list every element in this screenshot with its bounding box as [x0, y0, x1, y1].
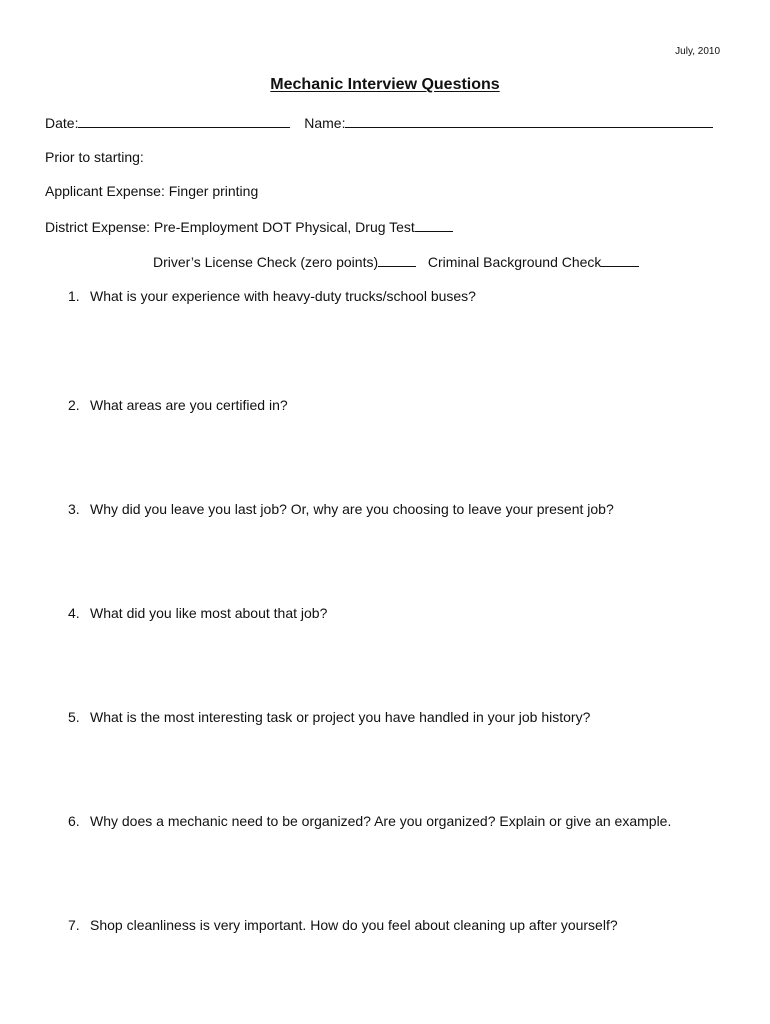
question-text: What is the most interesting task or project you have handled in your job history?: [90, 709, 591, 725]
district-expense: District Expense: Pre-Employment DOT Physical, Drug Test: [45, 219, 415, 235]
question-item: [68, 605, 327, 621]
question-item: [68, 917, 618, 933]
date-blank[interactable]: [78, 114, 290, 128]
question-text: What did you like most about that job?: [90, 605, 328, 621]
question-text: What areas are you certified in?: [90, 397, 288, 413]
question-text: Why did you leave you last job? Or, why are you choosing to leave your present job?: [90, 501, 614, 517]
name-label: Name:: [304, 115, 346, 131]
question-text: What is your experience with heavy-duty trucks/school buses?: [90, 288, 476, 304]
question-number: 6.: [68, 813, 80, 829]
criminal-background-check: Criminal Background Check: [427, 254, 602, 270]
name-blank[interactable]: [345, 114, 713, 128]
date-label: Date:: [45, 115, 79, 131]
date-name-row: [45, 114, 713, 131]
checks-row: [153, 253, 639, 270]
drivers-license-blank[interactable]: [378, 253, 416, 267]
question-number: 4.: [68, 605, 80, 621]
criminal-check-blank[interactable]: [601, 253, 639, 267]
document-date: July, 2010: [675, 46, 720, 57]
question-text: Why does a mechanic need to be organized? Are you organized? Explain or give an example.: [90, 813, 672, 829]
question-number: 3.: [68, 501, 80, 517]
drivers-license-check: Driver’s License Check (zero points): [153, 254, 379, 270]
question-number: 2.: [68, 397, 80, 413]
question-number: 1.: [68, 288, 80, 304]
question-item: [68, 709, 590, 725]
question-item: [68, 397, 288, 413]
question-item: [68, 813, 671, 829]
question-number: 7.: [68, 917, 80, 933]
question-item: [68, 501, 614, 517]
question-number: 5.: [68, 709, 80, 725]
question-text: Shop cleanliness is very important. How do you feel about cleaning up after yourself?: [90, 917, 618, 933]
district-expense-row: [45, 218, 453, 235]
question-item: [68, 288, 476, 304]
document-title: Mechanic Interview Questions: [270, 76, 500, 93]
prior-to-starting: Prior to starting:: [45, 149, 144, 165]
applicant-expense: Applicant Expense: Finger printing: [45, 183, 259, 199]
drug-test-blank[interactable]: [415, 218, 453, 232]
